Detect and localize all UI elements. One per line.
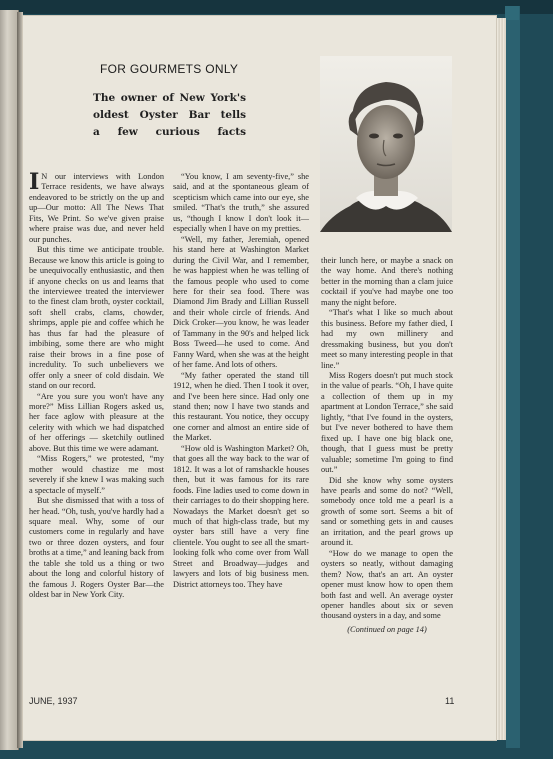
paragraph [29,169,164,245]
paragraph: “Are you sure you won't have any more?” Miss Lillian Rogers asked us, her face aglow with pleasure at the celerity with which we had dispatched of her offerings — sketchily outlined above. But this time we were adamant. [29,391,164,453]
paragraph: Did she know why some oysters have pearls and some do not? “Well, somebody once told me a pearl is a growth of some sort. Seems a bit of sand or something gets in and causes an irritation, and the pearl grows up around it. [321,475,453,548]
paragraph: “Miss Rogers,” we protested, “my mother would chastize me most severely if she knew I was making such a spectacle of myself.” [29,454,164,495]
paragraph: their lunch here, or maybe a snack on the way home. And there's nothing better in the morning than a clam juice cocktail if you've had maybe one too many the night before. [321,256,453,307]
paragraph-text: N our interviews with London Terrace residents, we have always endeavored to be strictly on the up and up—Our motto: All The News That Fits, We Print. So we've given praise where praise was due, and never held our punches. [29,172,164,244]
paragraph: “You know, I am seventy-five,” she said, and at the spontaneous gleam of scepticism which came into our eye, she smiled. “That's the truth,” she assured us, “though I know I don't look it—especially when I have on my pretties. [173,172,309,234]
footer-date: JUNE, 1937 [29,696,78,706]
paragraph: “That's what I like so much about this business. Before my father died, I had my own millinery and dressmaking business, but you don't meet so many interesting people in that line.” [321,308,453,370]
deck-line: oldest Oyster Bar tells [93,109,246,121]
paragraph: “My father operated the stand till 1912, when he died. Then I took it over, and I've been here since. Had only one stand then; now I have two stands and this restaurant. You notice, they occupy one corner and almost an entire side of the Market. [173,370,309,443]
article-column-1 [29,169,164,601]
page-number: 11 [445,696,455,706]
book-cover-edge [506,6,520,748]
cover-corner [505,6,519,20]
article-column-2 [173,172,309,590]
paragraph: But this time we anticipate trouble. Because we know this article is going to be unequivocally enthusiastic, and then if anyone checks on us and learns that the interviewee treated the interviewer to the finest clam broth, oyster cocktail, soft shell crabs, clams, chowder, shrimps, apple pie and coffee which he has thus far had the pleasure of imbibing, some there are who might raise their brows in a fine pose of incredulity. To such unbelievers we offer only a sneer of cold disdain. We stand on our record. [29,245,164,391]
portrait-photo [320,56,452,232]
deck-line: a few curious facts [93,126,246,138]
paragraph: But she dismissed that with a toss of her head. “Oh, tush, you've hardly had a square meal. Why, some of our customers come in regularly and have two or three dozen oysters, and four broths at a time,” and leaning back from the table she told us a thing or two about the long and colorful history of the famous J. Rogers Oyster Bar—the oldest bar in New York City. [29,496,164,600]
article-deck [93,90,248,141]
drop-cap: I [29,169,40,195]
paragraph: Miss Rogers doesn't put much stock in the value of pearls. “Oh, I have quite a collection of them up in my apartment at London Terrace,” she said lightly, “that I've found in the oysters, but I've never bothered to have them fixed up. I have one big black one, though, that I guess must be pretty valuable; sometime I'm going to find out.” [321,370,453,475]
background-top [0,0,553,14]
page-stack-edge [497,18,506,740]
article-headline: FOR GOURMETS ONLY [100,62,239,76]
continued-note: (Continued on page 14) [347,624,427,634]
article-column-3 [321,256,453,635]
paragraph: “How old is Washington Market? Oh, that goes all the way back to the war of 1812. It was a lot of ramshackle houses then, but it was famous for its rare foods. Fine ladies used to come down in their carriages to do their shopping here. Nowadays the Market doesn't get so much of that high-class trade, but my oyster bars still have a very fine clientele. You ought to see all the smart-looking folk who come over from Wall Street and Broadway—judges and lawyers and lots of big business men. District attorneys too. They have [173,443,309,589]
deck-line: The owner of New York's [93,92,246,104]
paragraph: “How do we manage to open the oysters so neatly, without damaging them? Now, that's an art. An oyster opener must know how to open them both fast and well. An average oyster opener handles about six or seven thousand oysters in a day, and some [321,548,453,621]
paragraph: “Well, my father, Jeremiah, opened his stand here at Washington Market during the Civil War, and I remember, he was happiest when he was telling of the famous people who used to come here for their sea food. There was Diamond Jim Brady and Lillian Russell and their whole circle of friends. And Dick Croker—you know, he was leader of Tammany in the 90's and helped lick Boss Tweed—he used to come. And Fanny Ward, when she was at the height of her fame. And lots of others. [173,234,309,370]
